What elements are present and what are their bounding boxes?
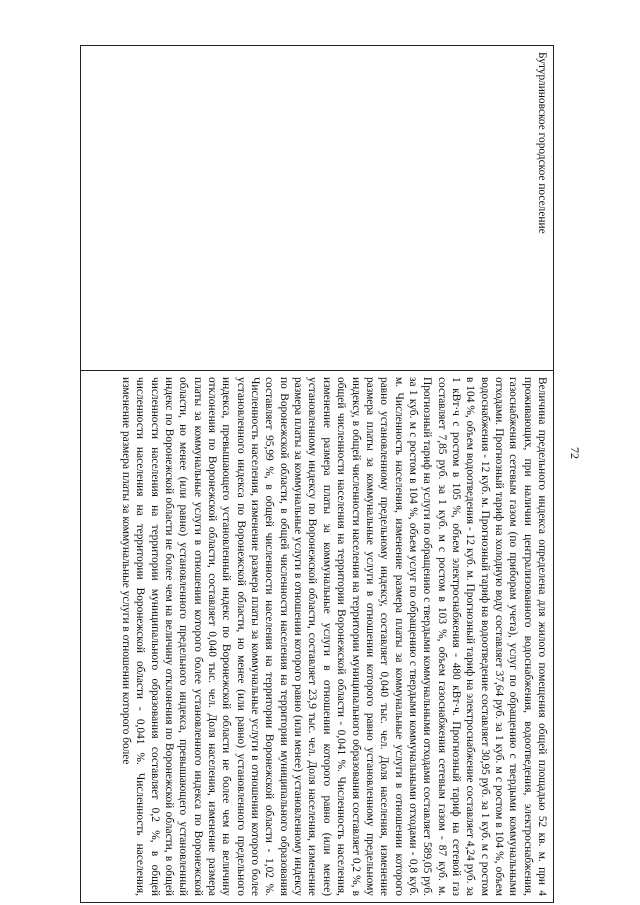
data-table xyxy=(80,45,554,903)
page-number: 72 xyxy=(568,447,582,459)
description-cell: Величина предельного индекса определена для жилого помещения общей площадью 52 кв. м. при 4 проживающих, при наличии централизованного водоснабжения, водоотведения, электроснабжения, газоснабжения сетевым газом (по приборам учета), услуг по обращению с твердыми коммунальными отходами. Прогнозный тариф на холодную воду составляет 37,64 руб. за 1 куб. м с ростом в 104 %, объем водоснабжения - 12 куб. м. Прогнозный тариф на водоотведение составляет 30,95 руб. за 1 куб. м с ростом в 104 %, объем водоотведения - 12 куб. м. Прогнозный тариф на электроснабжение составляет 4,24 руб. за 1 кВт·ч с ростом в 105 %, объем электроснабжения - 480 кВт·ч. Прогнозный тариф на сетевой газ составляет 7,85 руб. за 1 куб. м с ростом в 103 %, объем газоснабжения сетевым газом - 87 куб. м. Прогнозный тариф на услуги по обращению с твердыми коммунальными отходами составляет 589,05 руб. за 1 куб. м с ростом в 104 %, объем услуг по обращению с твердыми коммунальными отходами - 0,8 куб. м. Численность населения, изменение размера платы за коммунальные услуги в отношении которого равно установленному предельному индексу, составляет 0,040 тыс. чел. Доля населения, изменение размера платы за коммунальные услуги в отношении которого равно установленному предельному индексу, в общей численности населения на территории муниципального образования составляет 0,2 %, в общей численности населения на территории Воронежской области - 0,041 %. Численность населения, изменение размера платы за коммунальные услуги в отношении которого равно (или менее) установленному индексу по Воронежской области, составляет 23,9 тыс. чел. Доля населения, изменение размера платы за коммунальные услуги в отношении которого равно (или менее) установленному индексу по Воронежской области, в общей численности населения на территории муниципального образования составляет 95,99 %, в общей численности населения на территории Воронежской области - 1,02 %. Численность населения, изменение размера платы за коммунальные услуги в отношении которого более установленного индекса по Воронежской области, но менее (или равно) установленного предельного индекса, превышающего установленный индекс по Воронежской области не более чем на величину отклонения по Воронежской области, составляет 0,040 тыс. чел. Доля населения, изменение размера платы за коммунальные услуги в отношении которого более установленного индекса по Воронежской области, но менее (или равно) установленного предельного индекса, превышающего установленный индекс по Воронежской области не более чем на величину отклонения по Воронежской области, в общей численности населения на территории муниципального образования составляет 0,2 %, в общей численности населения на территории Воронежской области - 0,041 %. Численность населения, изменение размера платы за коммунальные услуги в отношении которого более xyxy=(120,377,548,896)
municipality-cell: Бутурлиновское городское поселение xyxy=(81,46,553,371)
